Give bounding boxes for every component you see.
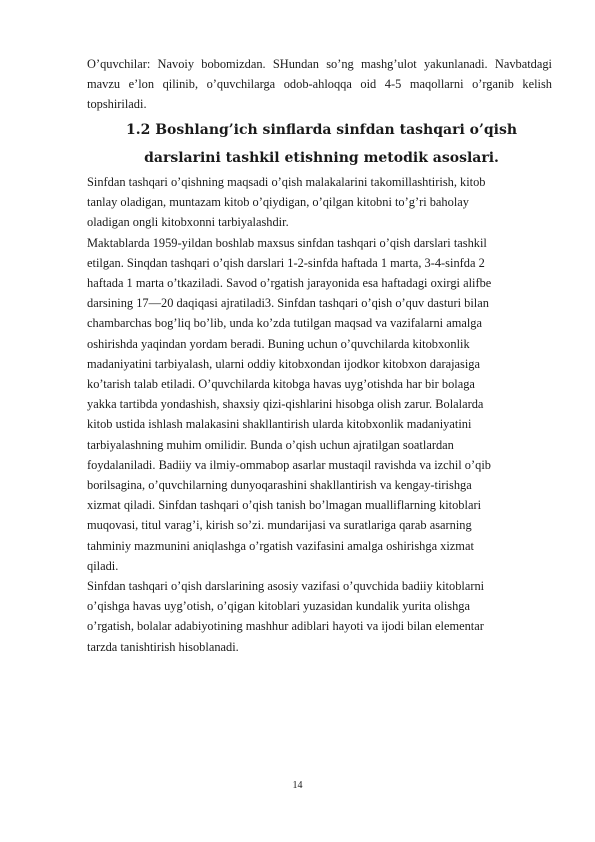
body-line: Sinfdan tashqari o’qishning maqsadi o’qish malakalarini takomillashtirish, kitob [87,175,486,189]
document-page [87,54,552,657]
page-number: 14 [292,780,303,791]
body-line: muqovasi, titul varag’i, kirish so’zi. mundarijasi va suratlariga qarab asarning [87,518,472,533]
body-line: tanlay oladigan, muntazam kitob o’qiydigan, o’qilgan kitobni to’g’ri baholay [87,195,469,210]
body-line: qiladi. [87,558,119,573]
body-line: tarzda tanishtirish hisoblanadi. [87,639,239,654]
body-line: tarbiyalashning muhim omilidir. Bunda o’qish uchun ajratilgan soatlardan [87,437,454,452]
body-line: tahminiy mazmunini aniqlashga o’rgatish vazifasini amalga oshirishga xizmat [87,538,474,553]
body-text [87,172,547,657]
body-line: oladigan ongli kitobxonni tarbiyalashdir. [87,215,289,230]
body-line: madaniyatini tarbiyalash, ularni oddiy kitobxondan ijodkor kitobxon darajasiga [87,356,480,371]
body-line: Maktablarda 1959-yildan boshlab maxsus sinfdan tashqari o’qish darslari tashkil [87,235,487,250]
body-line: borilsagina, o’quvchilarning dunyoqarashini shakllantirish va kengay-tirishga [87,478,472,493]
body-line: haftada 1 marta o’tkaziladi. Savod o’rgatish jarayonida esa haftadagi oxirgi alifbe [87,276,492,291]
body-line: foydalaniladi. Badiiy va ilmiy-ommabop asarlar mustaqil ravishda va izchil o’qib [87,457,491,472]
body-line: o’qishga havas uyg’otish, o’qigan kitoblari yuzasidan kundalik yurita olishga [87,599,471,614]
body-line: etilgan. Sinqdan tashqari o’qish darslari 1-2-sinfda haftada 1 marta, 3-4-sinfda 2 [87,255,485,270]
body-line: chambarchas bog’liq bo’lib, unda ko’zda tutilgan maqsad va vazifalarni amalga [87,316,482,331]
body-line: oshirishda yaqindan yordam beradi. Buning uchun o’quvchilarda kitobxonlik [87,336,470,351]
body-line: Sinfdan tashqari o’qish darslarining asosiy vazifasi o’quvchida badiiy kitoblarni [87,579,485,594]
body-line: xizmat qiladi. Sinfdan tashqari o’qish tanish bo’lmagan mualliflarning kitoblari [87,498,482,513]
section-heading: 1.2 Boshlang’ich sinflarda sinfdan tashqari o’qish darslarini tashkil etishning metodik asoslari. [125,122,518,166]
body-line: o’rgatish, bolalar adabiyotining mashhur adiblari hayoti va ijodi bilan elementar [87,619,484,634]
intro-paragraph: O’quvchilar: Navoiy bobomizdan. SHundan so’ng mashg’ulot yakunlanadi. Navbatdagi mavzu e’lon qilinib, o’quvchilarga odob-ahloqqa oid 4-5 maqollarni o’rganib kelish topshiriladi. [87,57,552,111]
body-line: darsining 17—20 daqiqasi ajratiladi3. Sinfdan tashqari o’qish o’quv dasturi bilan [87,296,489,311]
body-line: kitob ustida ishlash malakasini shakllantirish ularda kitobxonlik madaniyatini [87,417,472,432]
body-line: ko’tarish talab etiladi. O’quvchilarda kitobga havas uyg’otishda har bir bolaga [87,377,475,392]
body-line: yakka tartibda yondashish, shaxsiy qizi-qishlarini hisobga olish zarur. Bolalarda [87,397,484,412]
